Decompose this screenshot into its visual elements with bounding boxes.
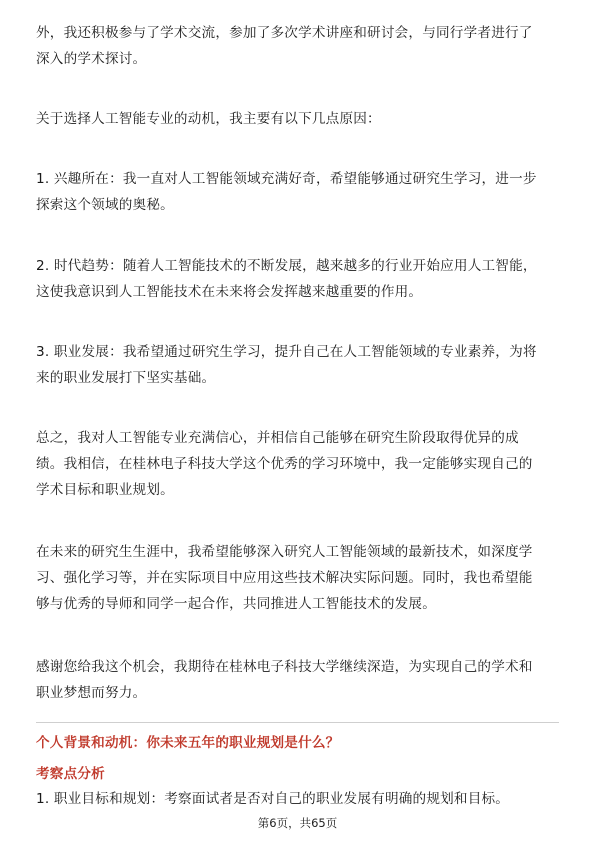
paragraph-conclusion [36,425,561,503]
paragraph-motivation-intro [36,106,561,132]
paragraph-line: 总之，我对人工智能专业充满信心，并相信自己能够在研究生阶段取得优异的成 [36,430,519,446]
paragraph-line: 来的职业发展打下坚实基础。 [36,370,216,386]
paragraph-line: 1. 兴趣所在：我一直对人工智能领域充满好奇，希望能够通过研究生学习，进一步 [36,171,537,187]
paragraph-line: 学术目标和职业规划。 [36,482,174,498]
paragraph-line: 外，我还积极参与了学术交流，参加了多次学术讲座和研讨会，与同行学者进行了 [36,25,533,41]
paragraph-reason-trend [36,253,561,305]
paragraph-line: 绩。我相信，在桂林电子科技大学这个优秀的学习环境中，我一定能够实现自己的 [36,456,533,472]
paragraph-line: 2. 时代趋势：随着人工智能技术的不断发展，越来越多的行业开始应用人工智能， [36,258,537,274]
paragraph-reason-career [36,339,561,391]
page-number-footer: 第6页，共65页 [257,816,338,830]
paragraph-line: 在未来的研究生生涯中，我希望能够深入研究人工智能领域的最新技术，如深度学 [36,544,533,560]
paragraph-line: 够与优秀的导师和同学一起合作，共同推进人工智能技术的发展。 [36,596,437,612]
paragraph-line: 习、强化学习等，并在实际项目中应用这些技术解决实际问题。同时，我也希望能 [36,570,533,586]
paragraph-line: 关于选择人工智能专业的动机，我主要有以下几点原因： [36,111,381,127]
paragraph-line: 探索这个领域的奥秘。 [36,197,174,213]
paragraph-line: 深入的学术探讨。 [36,51,147,67]
paragraph-line: 这使我意识到人工智能技术在未来将会发挥越来越重要的作用。 [36,284,423,300]
section-divider [36,722,559,723]
paragraph-thanks [36,654,561,706]
interview-question: 个人背景和动机：你未来五年的职业规划是什么？ [36,735,340,751]
paragraph-line: 感谢您给我这个机会，我期待在桂林电子科技大学继续深造，为实现自己的学术和 [36,659,533,675]
paragraph-reason-interest [36,166,561,218]
section-heading-analysis: 考察点分析 [36,766,105,782]
paragraph-academic-exchange [36,20,561,72]
analysis-item: 1. 职业目标和规划：考察面试者是否对自己的职业发展有明确的规划和目标。 [36,791,510,807]
paragraph-line: 职业梦想而努力。 [36,685,147,701]
paragraph-line: 3. 职业发展：我希望通过研究生学习，提升自己在人工智能领域的专业素养，为将 [36,344,537,360]
paragraph-future-research [36,539,561,617]
